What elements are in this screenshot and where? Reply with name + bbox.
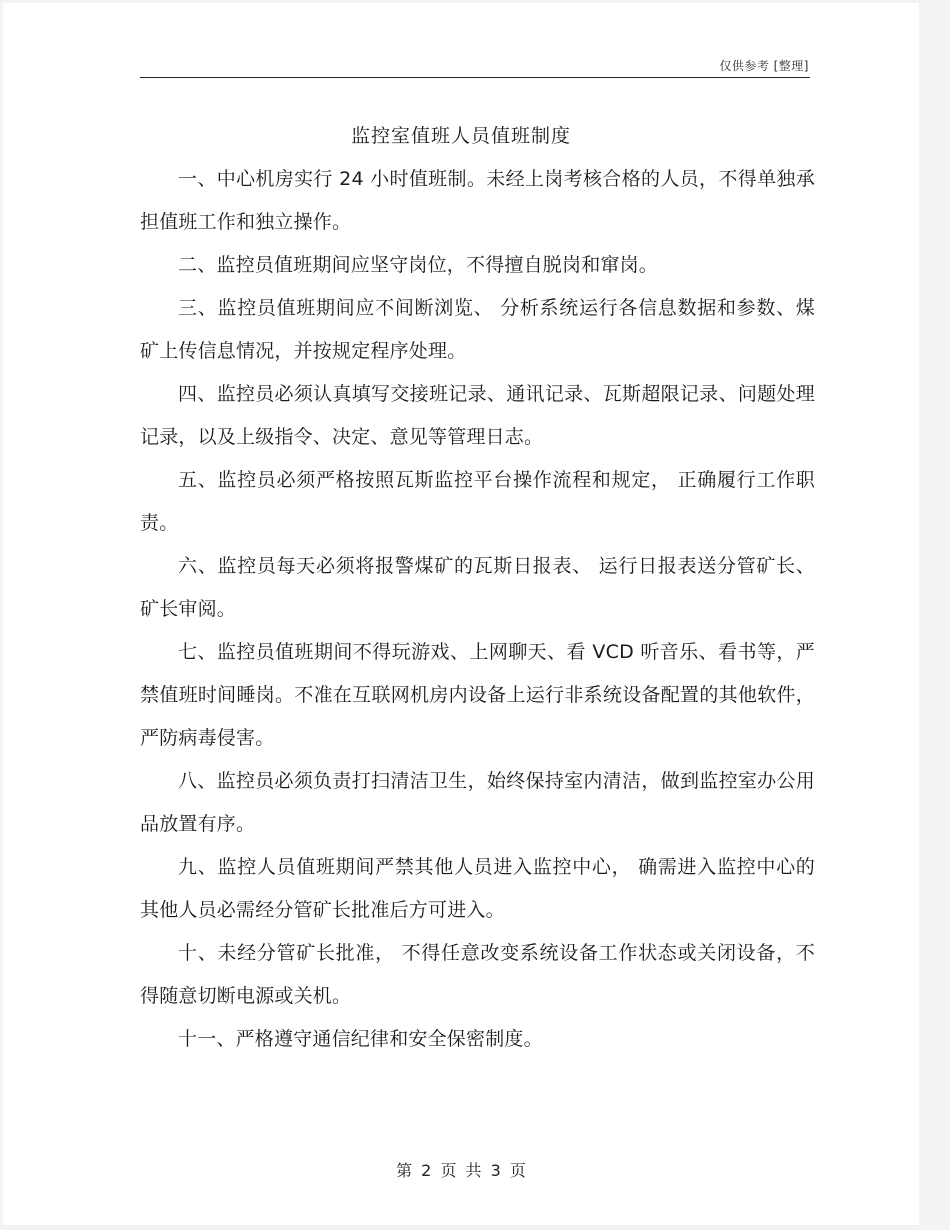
header-divider xyxy=(140,77,810,78)
paragraph-6: 六、监控员每天必须将报警煤矿的瓦斯日报表、 运行日报表送分管矿长、矿长审阅。 xyxy=(140,555,815,620)
document-title: 监控室值班人员值班制度 xyxy=(350,125,571,147)
document-body xyxy=(140,158,815,1061)
paragraph-11: 十一、严格遵守通信纪律和安全保密制度。 xyxy=(178,1028,543,1050)
paragraph-10: 十、未经分管矿长批准， 不得任意改变系统设备工作状态或关闭设备，不得随意切断电源或关机。 xyxy=(140,942,815,1007)
document-page xyxy=(3,3,919,1225)
header-note: 仅供参考 [整理] xyxy=(719,59,809,73)
paragraph-2: 二、监控员值班期间应坚守岗位，不得擅自脱岗和窜岗。 xyxy=(178,254,659,276)
paragraph-3: 三、监控员值班期间应不间断浏览、 分析系统运行各信息数据和参数、煤矿上传信息情况，并按规定程序处理。 xyxy=(140,297,815,362)
paragraph-4: 四、监控员必须认真填写交接班记录、通讯记录、瓦斯超限记录、问题处理记录，以及上级指令、决定、意见等管理日志。 xyxy=(140,383,815,448)
paragraph-9: 九、监控人员值班期间严禁其他人员进入监控中心， 确需进入监控中心的其他人员必需经分管矿长批准后方可进入。 xyxy=(140,856,815,921)
paragraph-8: 八、监控员必须负责打扫清洁卫生，始终保持室内清洁，做到监控室办公用品放置有序。 xyxy=(140,770,815,835)
paragraph-5: 五、监控员必须严格按照瓦斯监控平台操作流程和规定， 正确履行工作职责。 xyxy=(140,469,815,534)
paragraph-7: 七、监控员值班期间不得玩游戏、上网聊天、看 VCD 听音乐、看书等，严禁值班时间睡岗。不准在互联网机房内设备上运行非系统设备配置的其他软件，严防病毒侵害。 xyxy=(140,641,815,749)
paragraph-1: 一、中心机房实行 24 小时值班制。未经上岗考核合格的人员，不得单独承担值班工作和独立操作。 xyxy=(140,168,815,233)
page-number: 第 2 页 共 3 页 xyxy=(396,1161,526,1180)
